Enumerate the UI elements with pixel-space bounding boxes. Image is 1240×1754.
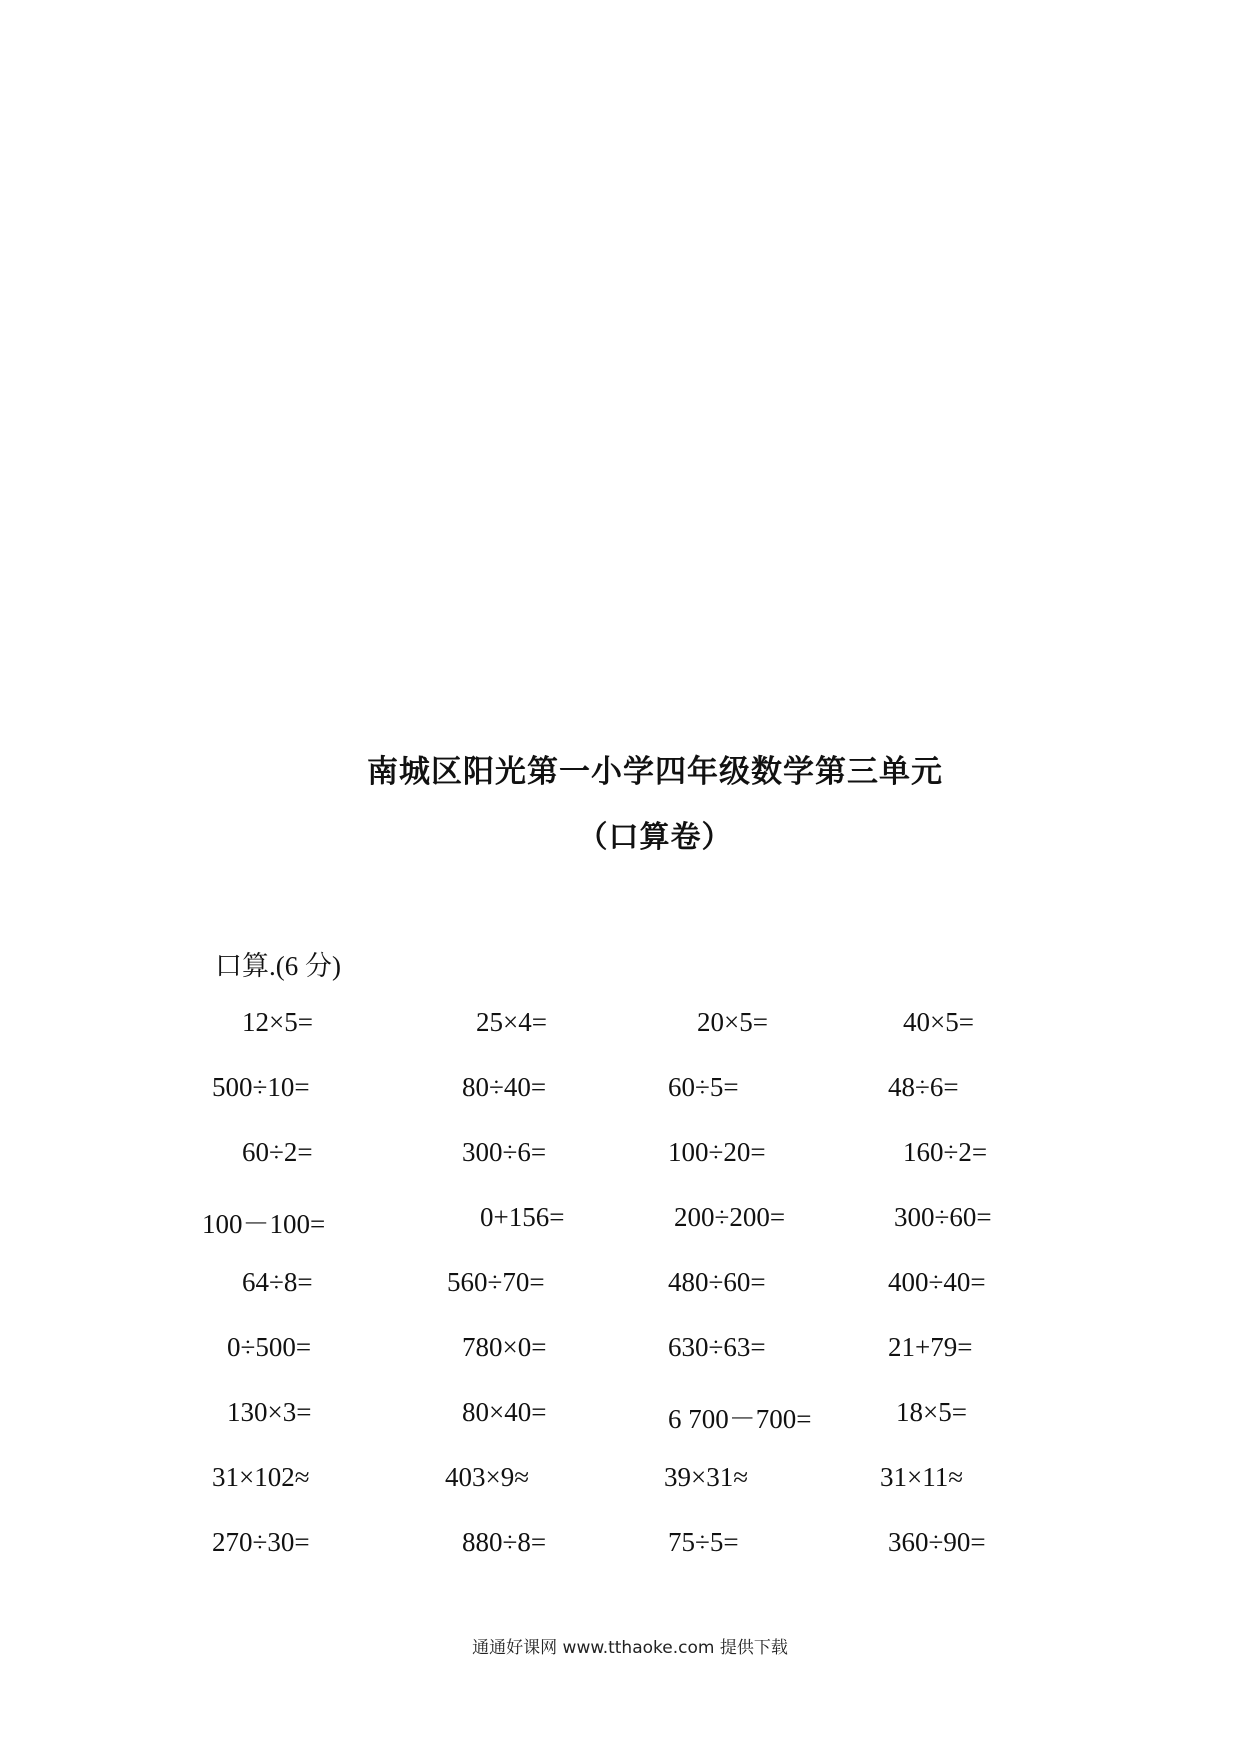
footer-text: 通通好课网 www.tthaoke.com 提供下载	[472, 1638, 788, 1658]
problem: 780×0=	[462, 1332, 547, 1362]
problem: 100－100=	[202, 1209, 326, 1239]
problem: 75÷5=	[668, 1527, 739, 1557]
problem: 12×5=	[242, 1007, 313, 1037]
section-label: 口算.(6 分)	[215, 951, 341, 981]
problem: 0+156=	[480, 1202, 565, 1232]
problem: 31×102≈	[212, 1462, 310, 1492]
problem: 40×5=	[903, 1007, 974, 1037]
problem: 18×5=	[896, 1397, 967, 1427]
problem: 160÷2=	[903, 1137, 988, 1167]
problem: 403×9≈	[445, 1462, 530, 1492]
problem: 200÷200=	[674, 1202, 786, 1232]
worksheet-title: 南城区阳光第一小学四年级数学第三单元	[367, 754, 943, 790]
problem: 80÷40=	[462, 1072, 547, 1102]
problem: 300÷6=	[462, 1137, 547, 1167]
problem: 39×31≈	[664, 1462, 749, 1492]
problem: 360÷90=	[888, 1527, 986, 1557]
problem: 60÷5=	[668, 1072, 739, 1102]
problem: 48÷6=	[888, 1072, 959, 1102]
problem: 500÷10=	[212, 1072, 310, 1102]
problem: 130×3=	[227, 1397, 312, 1427]
problem: 80×40=	[462, 1397, 547, 1427]
problem: 400÷40=	[888, 1267, 986, 1297]
problem: 60÷2=	[242, 1137, 313, 1167]
problem: 21+79=	[888, 1332, 973, 1362]
problem: 100÷20=	[668, 1137, 766, 1167]
problem: 630÷63=	[668, 1332, 766, 1362]
problem: 6 700－700=	[668, 1404, 812, 1434]
problem: 31×11≈	[880, 1462, 964, 1492]
problem: 0÷500=	[227, 1332, 312, 1362]
problem: 25×4=	[476, 1007, 547, 1037]
problem: 880÷8=	[462, 1527, 547, 1557]
problem: 270÷30=	[212, 1527, 310, 1557]
worksheet-subtitle: （口算卷）	[577, 820, 733, 855]
problem: 300÷60=	[894, 1202, 992, 1232]
problem: 480÷60=	[668, 1267, 766, 1297]
problem: 64÷8=	[242, 1267, 313, 1297]
problem: 20×5=	[697, 1007, 768, 1037]
problem: 560÷70=	[447, 1267, 545, 1297]
